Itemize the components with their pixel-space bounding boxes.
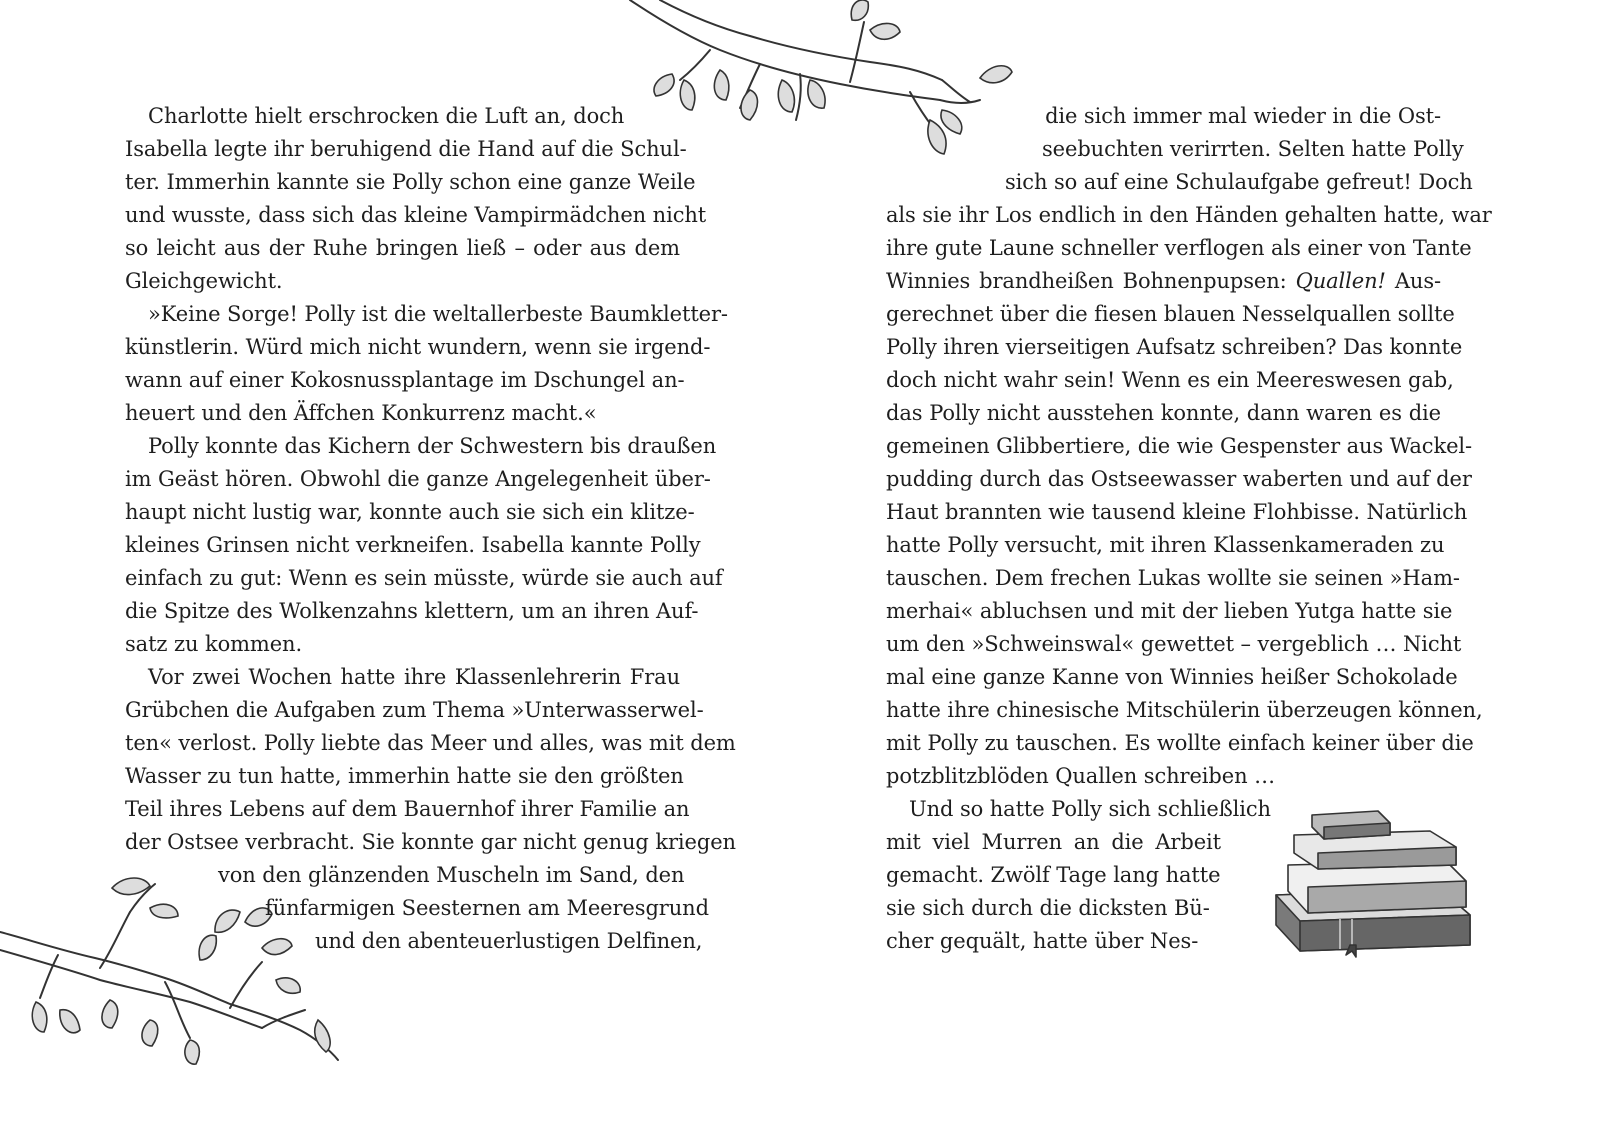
text-line: merhai« abluchsen und mit der lieben Yutga hatte sie (886, 599, 1453, 623)
right-page (800, 0, 1600, 1130)
text-line: fünfarmigen Seesternen am Meeresgrund (265, 896, 709, 920)
text-line: kleines Grinsen nicht verkneifen. Isabella kannte Polly (125, 533, 701, 557)
text-line: haupt nicht lustig war, konnte auch sie sich ein klitze- (125, 500, 695, 524)
text-line: Wasser zu tun hatte, immerhin hatte sie den größten (125, 764, 684, 788)
text-line: hatte Polly versucht, mit ihren Klassenkameraden zu (886, 533, 1445, 557)
text-line: gemeinen Glibbertiere, die wie Gespenster aus Wackel- (886, 434, 1473, 458)
text-line: die sich immer mal wieder in die Ost- (1045, 104, 1441, 128)
book-stack-illustration (1260, 795, 1500, 960)
text-line: heuert und den Äffchen Konkurrenz macht.« (125, 401, 597, 425)
text-line: das Polly nicht ausstehen konnte, dann waren es die (886, 401, 1441, 425)
text-line: ten« verlost. Polly liebte das Meer und alles, was mit dem (125, 731, 736, 755)
text-line: cher gequält, hatte über Nes- (886, 929, 1199, 953)
text-line: und wusste, dass sich das kleine Vampirmädchen nicht (125, 203, 707, 227)
text-line: gemacht. Zwölf Tage lang hatte (886, 863, 1221, 887)
text-line: seebuchten verirrten. Selten hatte Polly (1042, 137, 1464, 161)
text-line: Und so hatte Polly sich schließlich (909, 797, 1271, 821)
text-line: um den »Schweinswal« gewettet – vergeblich … Nicht (886, 632, 1462, 656)
text-line: ter. Immerhin kannte sie Polly schon eine ganze Weile (125, 170, 696, 194)
text-segment: Aus- (1394, 269, 1441, 293)
text-line: potzblitzblöden Quallen schreiben … (886, 764, 1275, 788)
text-line: satz zu kommen. (125, 632, 303, 656)
text-line: Grübchen die Aufgaben zum Thema »Unterwasserwel- (125, 698, 704, 722)
text-line: tauschen. Dem frechen Lukas wollte sie seinen »Ham- (886, 566, 1460, 590)
text-line: »Keine Sorge! Polly ist die weltallerbeste Baumkletter- (148, 302, 728, 326)
text-line: hatte ihre chinesische Mitschülerin überzeugen können, (886, 698, 1483, 722)
text-line: mit Polly zu tauschen. Es wollte einfach keiner über die (886, 731, 1474, 755)
text-line: im Geäst hören. Obwohl die ganze Angelegenheit über- (125, 467, 711, 491)
text-line: pudding durch das Ostseewasser waberten und auf der (886, 467, 1472, 491)
text-line: Gleichgewicht. (125, 269, 283, 293)
text-line: gerechnet über die fiesen blauen Nesselquallen sollte (886, 302, 1455, 326)
text-line (886, 264, 1441, 298)
text-line: einfach zu gut: Wenn es sein müsste, würde sie auch auf (125, 566, 723, 590)
text-line: Charlotte hielt erschrocken die Luft an, doch (148, 104, 625, 128)
text-line: der Ostsee verbracht. Sie konnte gar nicht genug kriegen (125, 830, 736, 854)
text-line: die Spitze des Wolkenzahns klettern, um an ihren Auf- (125, 599, 699, 623)
text-line: wann auf einer Kokosnussplantage im Dschungel an- (125, 368, 685, 392)
text-line: Polly ihren vierseitigen Aufsatz schreiben? Das konnte (886, 335, 1463, 359)
text-line: sich so auf eine Schulaufgabe gefreut! Doch (1005, 170, 1473, 194)
text-line: Teil ihres Lebens auf dem Bauernhof ihrer Familie an (125, 797, 690, 821)
text-line: von den glänzenden Muscheln im Sand, den (218, 863, 685, 887)
text-line: ihre gute Laune schneller verflogen als einer von Tante (886, 236, 1472, 260)
text-line: und den abenteuerlustigen Delfinen, (315, 929, 703, 953)
text-line: Haut brannten wie tausend kleine Flohbisse. Natürlich (886, 500, 1468, 524)
text-line: Isabella legte ihr beruhigend die Hand auf die Schul- (125, 137, 687, 161)
text-line: mal eine ganze Kanne von Winnies heißer Schokolade (886, 665, 1458, 689)
emphasis-text: Quallen! (1295, 269, 1386, 293)
text-line: als sie ihr Los endlich in den Händen gehalten hatte, war (886, 203, 1492, 227)
text-line: Polly konnte das Kichern der Schwestern bis draußen (148, 434, 717, 458)
text-line: doch nicht wahr sein! Wenn es ein Meereswesen gab, (886, 368, 1454, 392)
text-segment: Winnies brandheißen Bohnenpupsen: (886, 269, 1287, 293)
text-line: so leicht aus der Ruhe bringen ließ – oder aus dem (125, 236, 680, 260)
text-line: mit viel Murren an die Arbeit (886, 830, 1221, 854)
text-line: Vor zwei Wochen hatte ihre Klassenlehrerin Frau (148, 665, 680, 689)
text-line: künstlerin. Würd mich nicht wundern, wenn sie irgend- (125, 335, 711, 359)
text-line: sie sich durch die dicksten Bü- (886, 896, 1210, 920)
